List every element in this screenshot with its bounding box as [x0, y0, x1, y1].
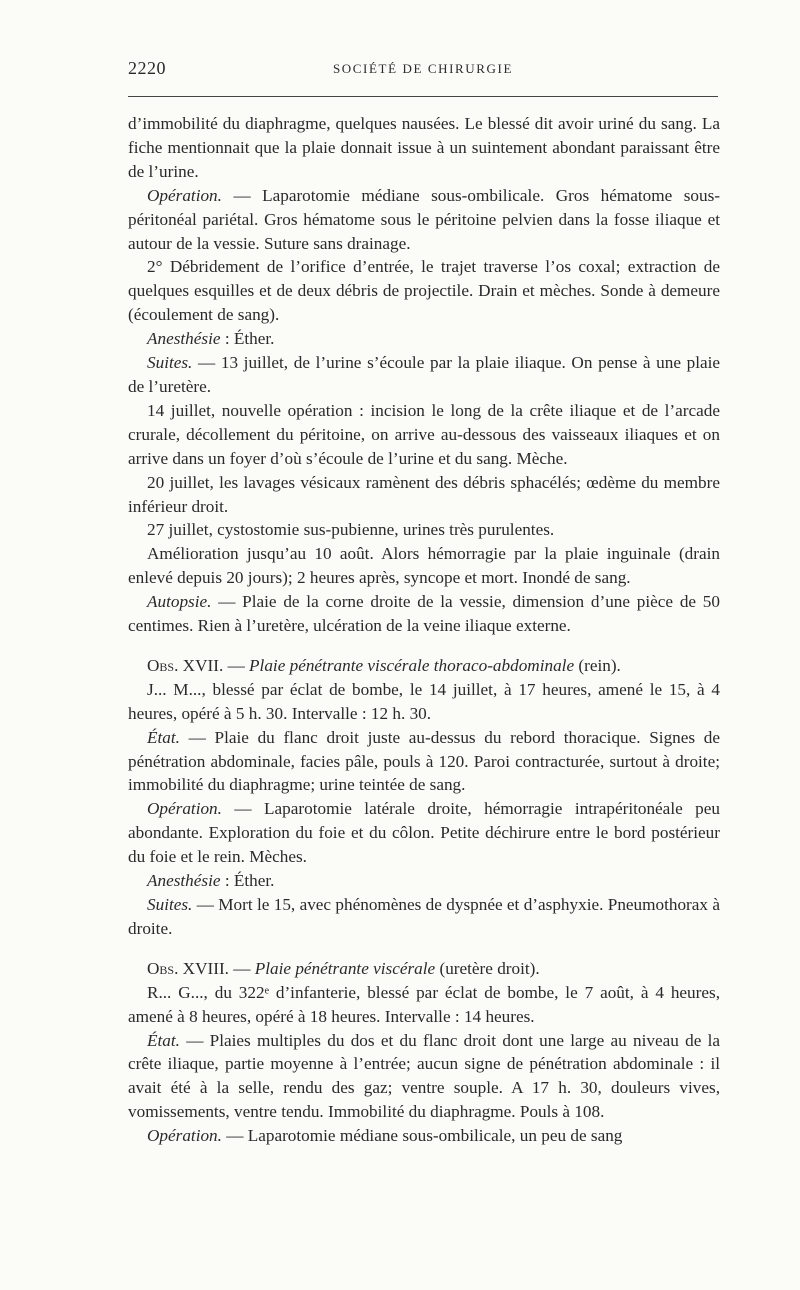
page-number: 2220	[128, 58, 166, 78]
run-in-label: État.	[147, 727, 180, 747]
observation-title: Plaie pénétrante viscérale thoraco-abdominale	[249, 655, 575, 675]
paragraph-patient-18: R... G..., du 322ᵉ d’infanterie, blessé par éclat de bombe, le 7 août, à 4 heures, amené à 8 heures, opéré à 18 heures. Intervalle : 14 heures.	[128, 982, 720, 1026]
paragraph-suites: Suites. — 13 juillet, de l’urine s’écoule par la plaie iliaque. On pense à une plaie de l’uretère.	[128, 353, 720, 396]
page-header	[128, 58, 718, 82]
observation-title: Plaie pénétrante viscérale	[254, 958, 436, 978]
paragraph-anesthesia-17: Anesthésie : Éther.	[147, 871, 275, 891]
paragraph-operation-17: Opération. — Laparotomie latérale droite, hémorragie intrapéritonéale peu abondante. Exploration du foie et du côlon. Petite déchirure entre le bord postérieur du foie et le rein. Mèches.	[128, 799, 720, 867]
paragraph-27-juillet: 27 juillet, cystostomie sus-pubienne, urines très purulentes.	[147, 520, 555, 540]
run-in-label: Opération.	[147, 799, 222, 819]
paragraph-20-juillet: 20 juillet, les lavages vésicaux ramènent des débris sphacélés; œdème du membre inférieur droit.	[128, 472, 720, 516]
paragraph-amelioration: Amélioration jusqu’au 10 août. Alors hémorragie par la plaie inguinale (drain enlevé depuis 20 jours); 2 heures après, syncope et mort. Inondé de sang.	[128, 544, 720, 588]
run-in-label: Opération.	[147, 185, 222, 205]
paragraph-operation-18: Opération. — Laparotomie médiane sous-ombilicale, un peu de sang	[147, 1126, 623, 1146]
running-head: SOCIÉTÉ DE CHIRURGIE	[332, 61, 514, 76]
run-in-label: Suites.	[147, 353, 193, 373]
paragraph-14-juillet: 14 juillet, nouvelle opération : incision le long de la crête iliaque et de l’arcade crurale, décollement du péritoine, on arrive au-dessous des vaisseaux iliaques et on arrive dans un foyer d’où s’écoule de l’urine et du sang. Mèche.	[128, 400, 720, 468]
run-in-label: Anesthésie	[147, 329, 221, 349]
run-in-label: Suites.	[147, 895, 193, 914]
observation-number: Obs. XVIII.	[147, 958, 229, 978]
body-text	[128, 112, 720, 1148]
paragraph-debridement: 2° Débridement de l’orifice d’entrée, le trajet traverse l’os coxal; extraction de quelques esquilles et de deux débris de projectile. Drain et mèches. Sonde à demeure (écoulement de sang).	[128, 257, 720, 325]
paragraph-anesthesia: Anesthésie : Éther.	[147, 329, 275, 349]
run-in-label: Anesthésie	[147, 871, 221, 891]
paragraph-operation: Opération. — Laparotomie médiane sous-ombilicale. Gros hématome sous-péritonéal pariétal. Gros hématome sous le péritoine pelvien dans la fosse iliaque et autour de la vessie. Suture sans drainage.	[128, 185, 720, 253]
run-in-label: Autopsie.	[147, 592, 212, 612]
paragraph-suites-17: Suites. — Mort le 15, avec phénomènes de dyspnée et d’asphyxie. Pneumothorax à droite.	[128, 895, 720, 938]
observation-number: Obs. XVII.	[147, 655, 224, 675]
paragraph-continuation: d’immobilité du diaphragme, quelques nausées. Le blessé dit avoir uriné du sang. La fiche mentionnait que la plaie donnait issue à un suintement abondant paraissant être de l’urine.	[128, 114, 720, 181]
observation-heading-18: Obs. XVIII. — Plaie pénétrante viscérale (uretère droit).	[147, 958, 540, 978]
paragraph-etat-17: État. — Plaie du flanc droit juste au-dessus du rebord thoracique. Signes de pénétration abdominale, facies pâle, pouls à 120. Paroi contracturée, surtout à droite; immobilité du diaphragme; urine teintée de sang.	[128, 727, 720, 795]
paragraph-etat-18: État. — Plaies multiples du dos et du flanc droit dont une large au niveau de la crête iliaque, partie moyenne à l’entrée; aucun signe de pénétration abdominale : il avait été à la selle, rendu des gaz; ventre souple. A 17 h. 30, douleurs vives, vomissements, ventre tendu. Immobilité du diaphragme. Pouls à 108.	[128, 1030, 720, 1122]
paragraph-patient-17: J... M..., blessé par éclat de bombe, le 14 juillet, à 17 heures, amené le 15, à 4 heures, opéré à 5 h. 30. Intervalle : 12 h. 30.	[128, 679, 720, 723]
observation-heading-17: Obs. XVII. — Plaie pénétrante viscérale thoraco-abdominale (rein).	[147, 655, 621, 675]
run-in-label: État.	[147, 1030, 180, 1050]
header-rule	[128, 96, 718, 97]
paragraph-autopsie: Autopsie. — Plaie de la corne droite de la vessie, dimension d’une pièce de 50 centimes. Rien à l’uretère, ulcération de la veine iliaque externe.	[128, 592, 720, 636]
run-in-label: Opération.	[147, 1126, 222, 1146]
